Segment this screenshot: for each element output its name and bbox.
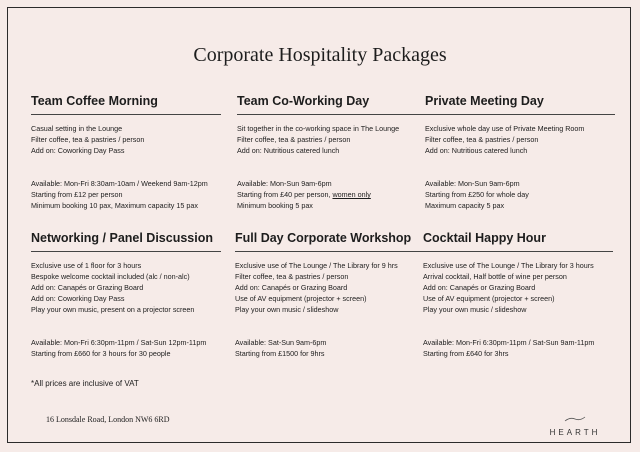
price-line: Starting from £1500 for 9hrs	[235, 349, 325, 358]
detail-line: Exclusive use of 1 floor for 3 hours	[31, 261, 142, 270]
availability-line: Available: Mon-Fri 6:30pm-11pm / Sat-Sun 12pm-11pm	[31, 338, 207, 347]
availability-line: Available: Mon-Fri 6:30pm-11pm / Sat-Sun 9am-11pm	[423, 338, 595, 347]
package-name: Private Meeting Day	[425, 94, 615, 115]
women-only-label: women only	[332, 190, 371, 199]
package-name: Networking / Panel Discussion	[31, 231, 221, 252]
detail-line: Sit together in the co-working space in The Lounge	[237, 124, 400, 133]
availability-line: Available: Mon-Sun 9am-6pm	[425, 179, 520, 188]
availability-line: Available: Sat-Sun 9am-6pm	[235, 338, 327, 347]
detail-line: Use of AV equipment (projector + screen)	[235, 294, 367, 303]
detail-line: Play your own music / slideshow	[235, 305, 339, 314]
detail-line: Play your own music, present on a projector screen	[31, 305, 195, 314]
package-details	[31, 123, 221, 156]
package-availability	[425, 178, 529, 211]
price-line: Starting from £660 for 3 hours for 30 people	[31, 349, 171, 358]
detail-line: Bespoke welcome cocktail included (alc / non-alc)	[31, 272, 190, 281]
capacity-line: Minimum booking 10 pax, Maximum capacity 15 pax	[31, 201, 198, 210]
package-details	[235, 260, 425, 315]
package-private-meeting-day	[425, 94, 615, 214]
package-details	[425, 123, 615, 156]
price-line: Starting from £640 for 3hrs	[423, 349, 509, 358]
detail-line: Play your own music / slideshow	[423, 305, 527, 314]
detail-line: Add on: Coworking Day Pass	[31, 294, 125, 303]
package-details	[31, 260, 221, 315]
package-availability	[31, 337, 206, 359]
package-team-coffee-morning	[31, 94, 221, 214]
detail-line: Arrival cocktail, Half bottle of wine per person	[423, 272, 567, 281]
capacity-line: Maximum capacity 5 pax	[425, 201, 505, 210]
availability-line: Available: Mon-Sun 9am-6pm	[237, 179, 332, 188]
package-details	[237, 123, 427, 156]
hearth-logo	[545, 410, 605, 437]
price-line: Starting from £250 for whole day	[425, 190, 529, 199]
detail-line: Use of AV equipment (projector + screen)	[423, 294, 555, 303]
detail-line: Exclusive use of The Lounge / The Library for 3 hours	[423, 261, 594, 270]
logo-mark-icon	[564, 416, 586, 422]
page-title: Corporate Hospitality Packages	[193, 44, 447, 66]
detail-line: Add on: Canapés or Grazing Board	[423, 283, 536, 292]
package-availability	[31, 178, 208, 211]
page-border	[7, 7, 631, 443]
detail-line: Add on: Canapés or Grazing Board	[235, 283, 348, 292]
detail-line: Exclusive whole day use of Private Meeting Room	[425, 124, 585, 133]
package-team-co-working-day	[237, 94, 427, 214]
price-text: Starting from £40 per person,	[237, 190, 333, 199]
detail-line: Filter coffee, tea & pastries / person	[235, 272, 349, 281]
package-name: Team Coffee Morning	[31, 94, 221, 115]
package-availability	[237, 178, 371, 211]
detail-line: Casual setting in the Lounge	[31, 124, 123, 133]
logo-text: HEARTH	[549, 428, 601, 437]
package-name: Team Co-Working Day	[237, 94, 427, 115]
detail-line: Add on: Canapés or Grazing Board	[31, 283, 144, 292]
address: 16 Lonsdale Road, London NW6 6RD	[46, 415, 170, 424]
detail-line: Filter coffee, tea & pastries / person	[425, 135, 539, 144]
detail-line: Exclusive use of The Lounge / The Library for 9 hrs	[235, 261, 398, 270]
detail-line: Add on: Nutritious catered lunch	[237, 146, 340, 155]
detail-line: Filter coffee, tea & pastries / person	[237, 135, 351, 144]
detail-line: Add on: Nutritious catered lunch	[425, 146, 528, 155]
capacity-line: Minimum booking 5 pax	[237, 201, 313, 210]
price-line	[237, 189, 371, 200]
package-networking-panel-discussion	[31, 231, 221, 361]
vat-note: *All prices are inclusive of VAT	[31, 379, 139, 388]
package-name: Cocktail Happy Hour	[423, 231, 613, 252]
detail-line: Filter coffee, tea & pastries / person	[31, 135, 145, 144]
package-availability	[235, 337, 326, 359]
availability-line: Available: Mon-Fri 8:30am-10am / Weekend 9am-12pm	[31, 179, 208, 188]
detail-line: Add on: Coworking Day Pass	[31, 146, 125, 155]
package-name: Full Day Corporate Workshop	[235, 231, 425, 252]
package-availability	[423, 337, 594, 359]
price-line: Starting from £12 per person	[31, 190, 123, 199]
package-full-day-corporate-workshop	[235, 231, 425, 361]
package-details	[423, 260, 613, 315]
package-cocktail-happy-hour	[423, 231, 613, 361]
